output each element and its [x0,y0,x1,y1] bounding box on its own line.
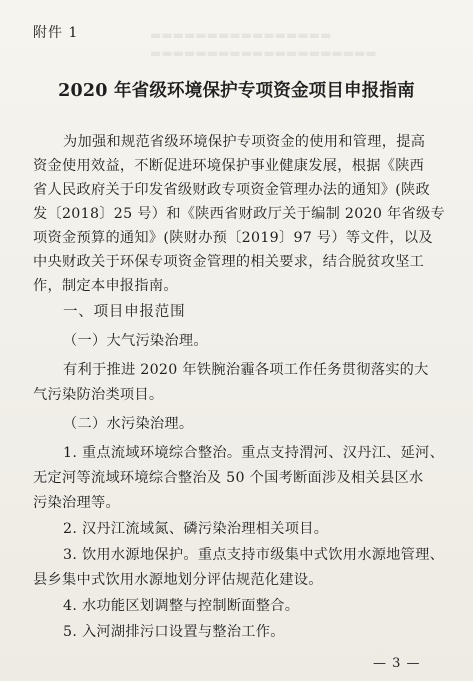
intro-line: 项资金预算的通知》(陕财办预〔2019〕97 号）等文件，以及 [33,230,433,246]
section-heading: 一、项目申报范围 [63,304,186,320]
list-item-line: 无定河等流域环境综合整治及 50 个国考断面涉及相关县区水 [33,470,424,486]
list-item-line: 2. 汉丹江流域氮、磷污染治理相关项目。 [63,521,329,537]
list-item-line: 4. 水功能区划调整与控制断面整合。 [63,598,300,614]
attachment-label: 附件 1 [33,25,79,41]
intro-line: 中央财政关于环保专项资金管理的相关要求，结合脱贫攻坚工 [33,254,425,270]
intro-line: 为加强和规范省级环境保护专项资金的使用和管理，提高 [63,134,426,150]
page-number: — 3 — [373,656,421,671]
list-item-line: 1. 重点流域环境综合整治。重点支持渭河、汉丹江、延河、 [63,445,445,461]
subsection-heading: （一）大气污染治理。 [63,333,208,349]
intro-line: 资金使用效益，不断促进环境保护事业健康发展，根据《陕西 [33,158,425,174]
list-item-line: 污染治理等。 [33,495,120,511]
list-item-line: 县乡集中式饮用水源地划分评估规范化建设。 [33,572,323,588]
intro-line: 发〔2018〕25 号）和《陕西省财政厅关于编制 2020 年省级专 [33,206,445,222]
intro-line: 作，制定本申报指南。 [33,278,178,294]
intro-line: 省人民政府关于印发省级财政专项资金管理办法的通知》(陕政 [33,182,430,198]
body-line: 有利于推进 2020 年铁腕治霾各项工作任务贯彻落实的大 [63,362,429,378]
document-title: 2020 年省级环境保护专项资金项目申报指南 [58,81,415,101]
body-line: 气污染防治类项目。 [33,387,164,403]
list-item-line: 3. 饮用水源地保护。重点支持市级集中式饮用水源地管理、 [63,547,445,563]
list-item-line: 5. 入河湖排污口设置与整治工作。 [63,624,285,640]
bleed-through-text: ▬▬▬▬▬▬▬▬▬▬▬▬▬▬▬▬ ▬▬▬▬▬▬▬▬▬▬▬▬▬▬▬▬▬▬▬▬ [150,28,377,60]
subsection-heading: （二）水污染治理。 [63,416,194,432]
